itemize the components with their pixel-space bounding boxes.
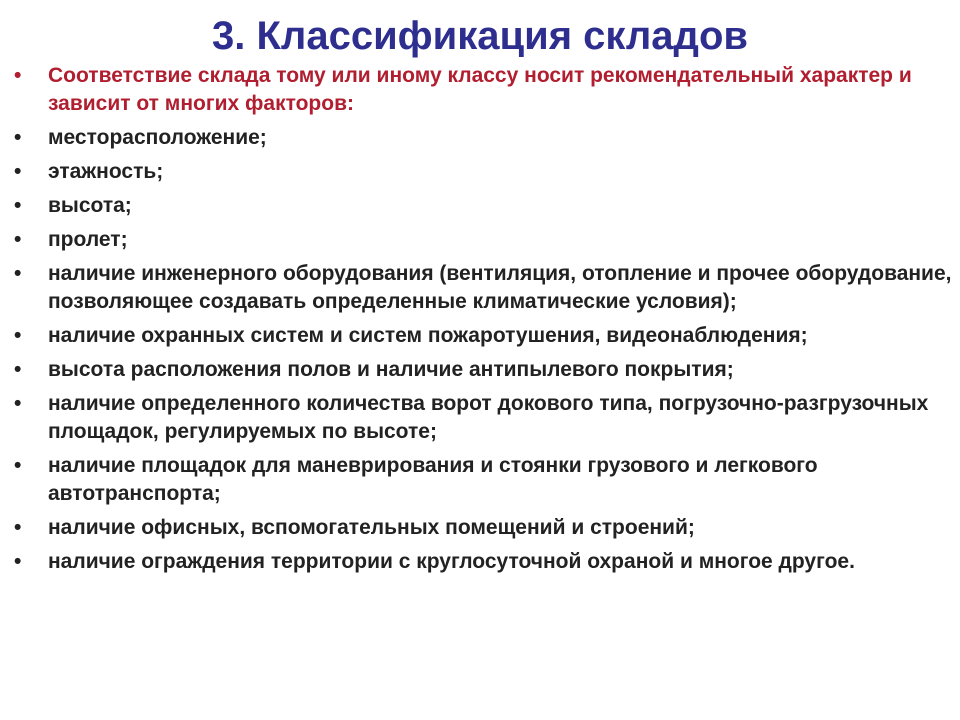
list-item bbox=[12, 356, 952, 384]
bullet-marker: • bbox=[14, 126, 22, 149]
list-item bbox=[12, 192, 952, 220]
bullet-marker: • bbox=[14, 194, 22, 217]
list-item bbox=[12, 226, 952, 254]
list-item bbox=[12, 452, 952, 508]
bullet-marker: • bbox=[14, 392, 22, 415]
bullet-marker: • bbox=[14, 324, 22, 347]
list-item-text: наличие охранных систем и систем пожаротушения, видеонаблюдения; bbox=[48, 324, 808, 347]
intro-item bbox=[12, 62, 952, 118]
list-item-text: наличие офисных, вспомогательных помещений и строений; bbox=[48, 516, 695, 539]
list-item-text: высота; bbox=[48, 194, 132, 217]
list-item bbox=[12, 514, 952, 542]
bullet-marker: • bbox=[14, 228, 22, 251]
list-item bbox=[12, 124, 952, 152]
bullet-marker: • bbox=[14, 64, 22, 87]
list-item-text: наличие определенного количества ворот докового типа, погрузочно-разгрузочных площадок, регулируемых по высоте; bbox=[48, 392, 929, 443]
bullet-marker: • bbox=[14, 454, 22, 477]
list-item-text: пролет; bbox=[48, 228, 128, 251]
bullet-marker: • bbox=[14, 262, 22, 285]
list-item bbox=[12, 260, 952, 316]
intro-text: Соответствие склада тому или иному классу носит рекомендательный характер и зависит от многих факторов: bbox=[48, 64, 912, 115]
slide-title: 3. Классификация складов bbox=[212, 14, 748, 58]
bullet-list bbox=[12, 62, 952, 582]
list-item bbox=[12, 158, 952, 186]
list-item-text: наличие инженерного оборудования (вентиляция, отопление и прочее оборудование, позволяющее создавать определенные климатические условия); bbox=[48, 262, 952, 313]
bullet-marker: • bbox=[14, 358, 22, 381]
list-item bbox=[12, 390, 952, 446]
list-item-text: наличие площадок для маневрирования и стоянки грузового и легкового автотранспорта; bbox=[48, 454, 818, 505]
list-item-text: высота расположения полов и наличие антипылевого покрытия; bbox=[48, 358, 734, 381]
bullet-marker: • bbox=[14, 516, 22, 539]
list-item bbox=[12, 548, 952, 576]
bullet-marker: • bbox=[14, 160, 22, 183]
list-item bbox=[12, 322, 952, 350]
bullet-marker: • bbox=[14, 550, 22, 573]
list-item-text: этажность; bbox=[48, 160, 164, 183]
list-item-text: месторасположение; bbox=[48, 126, 267, 149]
list-item-text: наличие ограждения территории с круглосуточной охраной и многое другое. bbox=[48, 550, 855, 573]
